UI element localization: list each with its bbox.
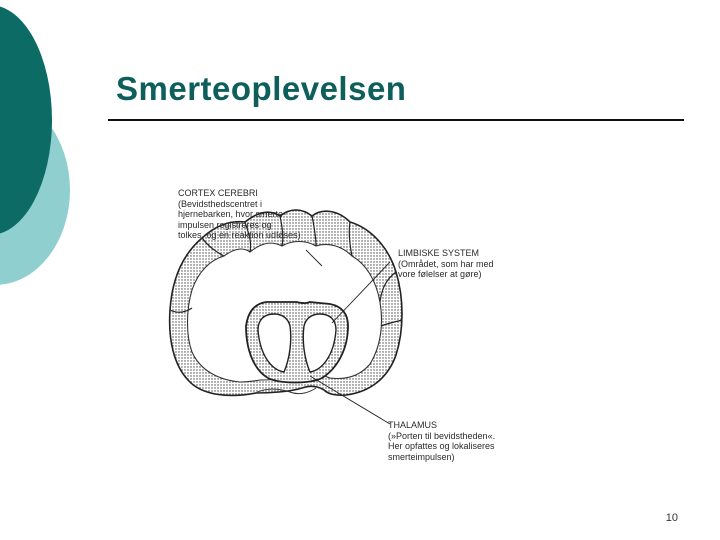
page-number: 10 — [665, 512, 678, 524]
thalamus-label: THALAMUS (»Porten til bevidstheden«. Her opfattes og lokaliseres smerteimpulsen) — [388, 420, 496, 462]
cortex-label: CORTEX CEREBRI (Bevidsthedscentret i hjernebarken, hvor smerte- impulsen registreres og tolkes, og en reaktion udløses) — [178, 188, 301, 240]
corner-decoration — [0, 0, 110, 300]
title-underline — [108, 119, 684, 121]
limbic-system-label: LIMBISKE SYSTEM (Området, som har med vore følelser at gøre) — [398, 248, 494, 279]
slide-title: Smerteoplevelsen — [116, 70, 407, 107]
